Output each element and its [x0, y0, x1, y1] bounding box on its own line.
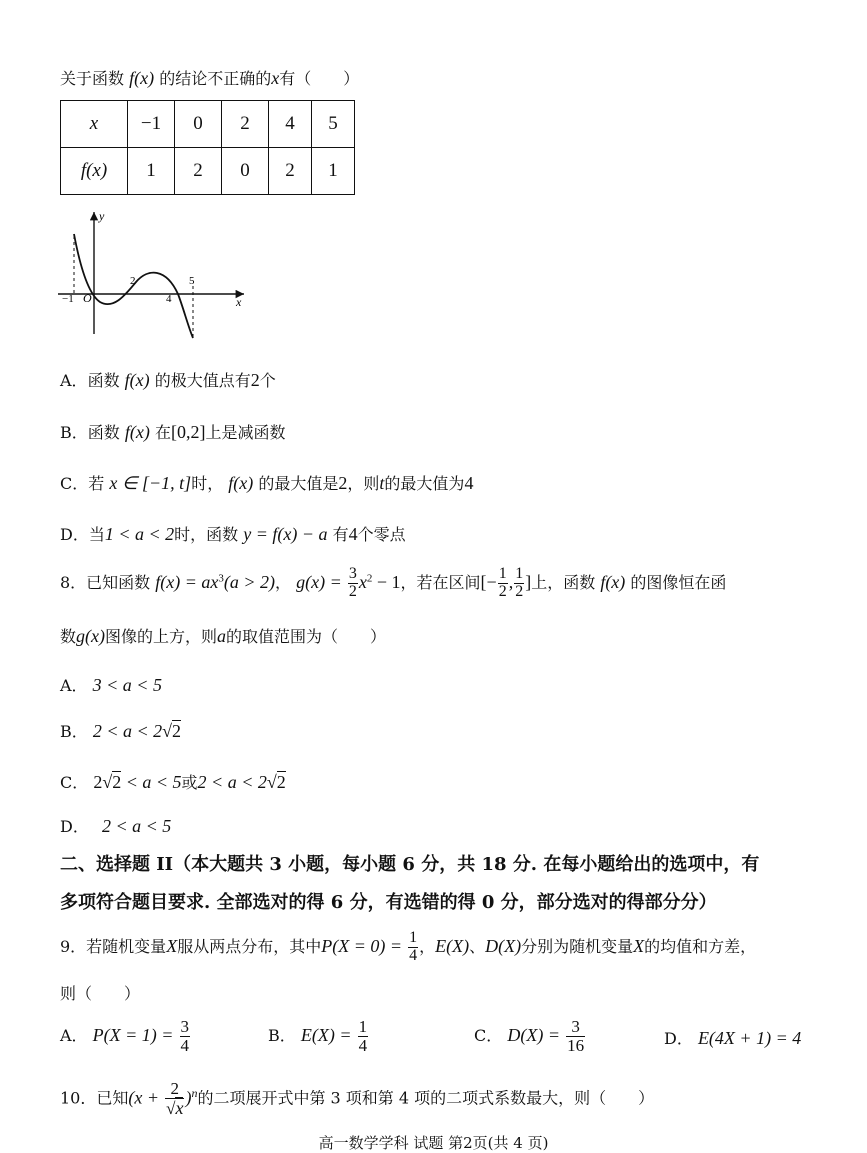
page-footer: 高一数学学科 试题 第2页(共 4 页) [318, 1134, 549, 1152]
q8-option-c[interactable]: C． 2√2 < a < 5或2 < a < 2√2 [60, 772, 286, 792]
function-graph [56, 206, 256, 342]
q8-option-b[interactable]: B． 2 < a < 2√2 [60, 721, 182, 741]
table-cell: −1 [128, 101, 175, 148]
q7-option-a[interactable]: A．函数 f(x) 的极大值点有2个 [60, 370, 276, 390]
table-cell: 1 [312, 148, 355, 195]
q7-option-c[interactable]: C．若 x ∈ [−1, t]时， f(x) 的最大值是2，则t的最大值为4 [60, 473, 474, 493]
axis-label-x: x [236, 295, 242, 309]
axis-label-y: y [99, 209, 105, 223]
q9-option-a[interactable]: A． P(X = 1) = $\frac{3}{4}$ [60, 1017, 190, 1055]
fraction: $\frac{1}{4}$ [358, 1017, 368, 1055]
tick-label: 2 [130, 275, 136, 287]
section-heading-line2: 多项符合题目要求. 全部选对的得 6 分，有选错的得 0 分，部分选对的得部分分） [60, 892, 717, 913]
q8-option-d[interactable]: D． 2 < a < 5 [60, 816, 172, 836]
fraction: $\frac{3}{2}$ [348, 565, 357, 600]
table-cell: 0 [175, 101, 222, 148]
table-header-cell: f(x) [61, 148, 128, 195]
fraction: $\frac{1}{2}$ [498, 565, 507, 600]
table-cell: 2 [269, 148, 312, 195]
table-cell: 4 [269, 101, 312, 148]
fraction: $\frac{3}{4}$ [180, 1017, 190, 1055]
value-table [60, 100, 355, 195]
q7-option-b[interactable]: B．函数 f(x) 在[0,2]上是减函数 [60, 422, 286, 442]
q7-stem: 关于函数 f(x) 的结论不正确的x有（ ） [60, 68, 360, 88]
table-cell: 5 [312, 101, 355, 148]
q7-option-d[interactable]: D．当1 < a < 2时，函数 y = f(x) − a 有4个零点 [60, 524, 406, 544]
q9-option-b[interactable]: B． E(X) = $\frac{1}{4}$ [268, 1017, 368, 1055]
table-cell: 1 [128, 148, 175, 195]
q9-option-d[interactable]: D． E(4X + 1) = 4 [664, 1028, 802, 1048]
section-heading: 二、选择题 II（本大题共 3 小题，每小题 6 分，共 18 分. 在每小题给出的选项中，有 [60, 854, 760, 875]
origin-label: O [83, 291, 92, 305]
q8-stem-line1: 8．已知函数 $f(x) = ax^3(a > 2)$， g(x) = $\frac{3}{2}$ $x^2 - 1$，若在区间[− $\frac{1}{2}$ , $\frac{1}{2}$ ]上，函数 f(x) 的图像恒在函 [60, 565, 727, 600]
fraction: $\frac{1}{4}$ [409, 929, 418, 964]
tick-label: 5 [189, 275, 195, 287]
fraction: $\frac{2}{√x}$ [166, 1079, 184, 1118]
q9-stem-line1: 9．若随机变量X服从两点分布，其中P(X = 0) = $\frac{1}{4}$ ，E(X)、D(X)分别为随机变量X的均值和方差， [60, 929, 757, 964]
fraction: $\frac{3}{16}$ [567, 1017, 585, 1055]
table-cell: 2 [175, 148, 222, 195]
q10-stem: 10．已知(x + $\frac{2}{√x}$ )$^n$的二项展开式中第 3 项和第 4 项的二项式系数最大，则（ ） [60, 1079, 655, 1118]
tick-label: 4 [166, 293, 172, 305]
q9-stem-line2: 则（ ） [60, 984, 141, 1003]
table-row [61, 148, 355, 195]
q8-stem-line2: 数g(x)图像的上方，则a的取值范围为（ ） [60, 626, 387, 646]
tick-label: −1 [62, 293, 74, 305]
table-cell: 0 [222, 148, 269, 195]
q8-option-a[interactable]: A． 3 < a < 5 [60, 675, 162, 695]
table-row [61, 101, 355, 148]
fraction: $\frac{1}{2}$ [515, 565, 524, 600]
q9-option-c[interactable]: C． D(X) = $\frac{3}{16}$ [474, 1017, 585, 1055]
table-header-cell: x [61, 101, 128, 148]
table-cell: 2 [222, 101, 269, 148]
